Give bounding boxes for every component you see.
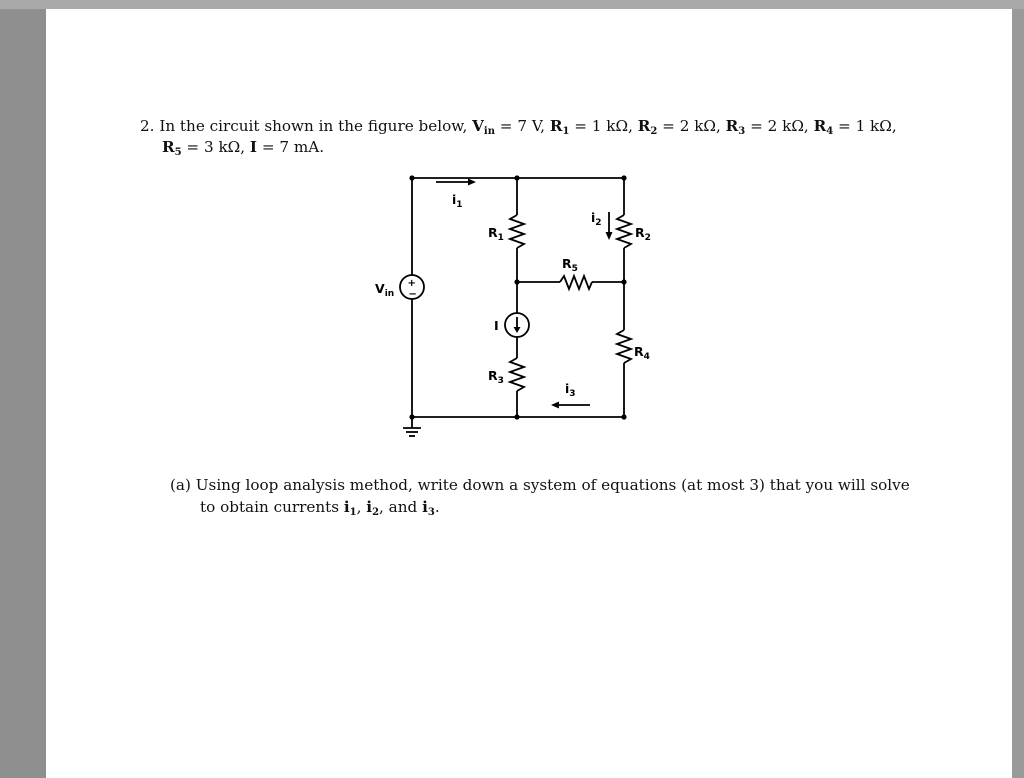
r3-resistor [510, 358, 524, 391]
node-top-left [409, 175, 414, 180]
current-i2: $i_2$ [366, 498, 380, 518]
vin-label: $V_{in}$ [375, 281, 395, 299]
r4-label: $R_4$ [634, 344, 650, 362]
r1-label: $R_1$ [488, 225, 504, 243]
param-vin: $V_{in}$ [472, 117, 495, 137]
circuit-diagram [360, 165, 660, 445]
part-a-line1 [170, 474, 910, 496]
node-bottom-right [621, 414, 626, 419]
current-i3: $i_3$ [422, 498, 435, 518]
param-r4: $R_4$ [813, 117, 834, 137]
viewer-right-margin [1012, 9, 1024, 778]
node-top-mid [514, 175, 519, 180]
problem-intro: In the circuit shown in the figure below, [159, 117, 473, 135]
current-source-arrowhead [514, 327, 521, 333]
part-a-label: (a) [170, 476, 191, 494]
r3-label: $R_3$ [488, 368, 504, 386]
r4-resistor [617, 330, 631, 363]
part-a-line2: to obtain currents $i_1$, $i_2$, and $i_3$. [200, 498, 440, 518]
r2-label: $R_2$ [635, 225, 651, 243]
param-r2: $R_2$ [637, 117, 658, 137]
problem-statement-line2: $R_5 = 3$ kΩ, I = 7 mA. [162, 138, 325, 158]
node-top-right [621, 175, 626, 180]
i2-arrowhead [606, 232, 613, 240]
i3-arrowhead [551, 402, 559, 409]
node-bottom-left [409, 414, 414, 419]
problem-statement-line1: 2. In the circuit shown in the figure below, $V_{in} = 7$ V, $R_1 = 1$ kΩ, $R_2 = 2$ kΩ, $R_3 = 2$ kΩ, $R_4 = 1$ kΩ, [140, 117, 897, 137]
part-a-text: Using loop analysis method, write down a system of equations (at most 3) that you will solve [195, 476, 910, 494]
r5-label: $R_5$ [562, 256, 578, 274]
i1-arrowhead [468, 179, 476, 186]
node-mid-left [514, 279, 519, 284]
param-r3: $R_3$ [725, 117, 746, 137]
window-top-border [0, 0, 1024, 9]
vin-minus: − [408, 289, 417, 300]
param-i: I [249, 138, 258, 156]
param-r1: $R_1$ [549, 117, 570, 137]
i2-label: $i_2$ [591, 210, 602, 228]
node-bottom-mid [514, 414, 519, 419]
r2-resistor [617, 215, 631, 248]
r5-resistor [560, 276, 592, 289]
vin-plus: + [407, 278, 416, 289]
current-i1: $i_1$ [343, 498, 357, 518]
r1-resistor [510, 215, 524, 248]
current-source-label: I [494, 318, 499, 333]
problem-number: 2. [140, 117, 155, 135]
i3-label: $i_3$ [565, 381, 576, 399]
node-mid-right [621, 279, 626, 284]
i1-label: $i_1$ [452, 192, 463, 210]
param-r5: $R_5$ [162, 138, 182, 158]
